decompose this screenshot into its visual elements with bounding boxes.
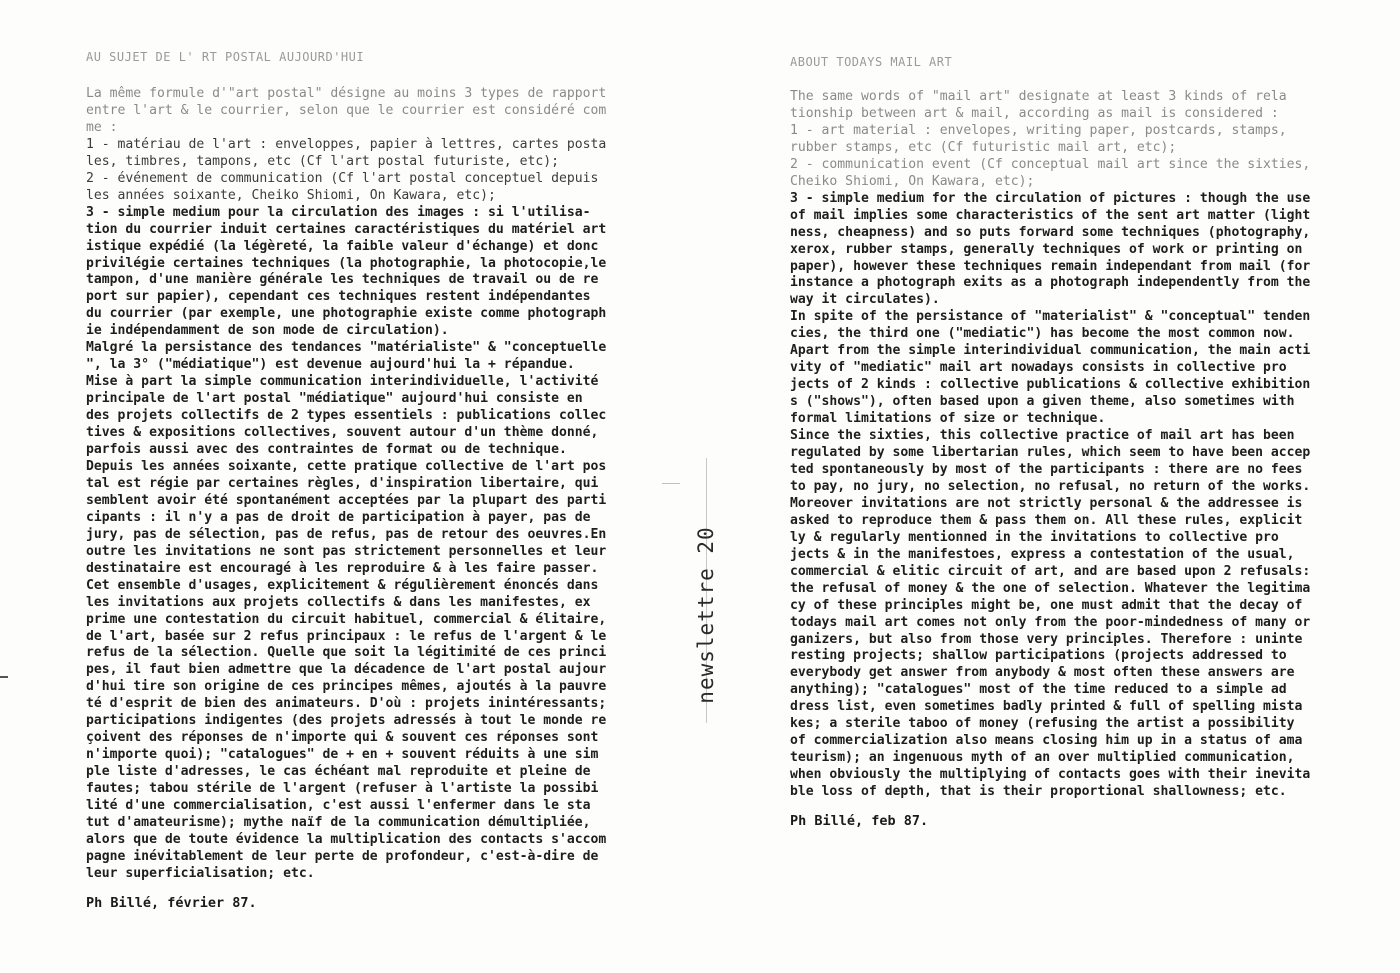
text-line: Cet ensemble d'usages, explicitement & régulièrement énoncés dans — [86, 577, 599, 593]
text-line: 3 - simple medium for the circulation of pictures : though the use — [790, 190, 1311, 206]
french-body — [86, 86, 666, 883]
english-column — [790, 55, 1375, 829]
text-line: ble loss of depth, that is their proportional shallowness; etc. — [790, 784, 1287, 800]
french-signature: Ph Billé, février 87. — [86, 894, 257, 911]
text-line: parfois aussi avec des contraintes de format ou de technique. — [86, 442, 567, 458]
text-line: La même formule d'"art postal" désigne au moins 3 types de rapport — [86, 86, 607, 101]
text-line: Depuis les années soixante, cette pratique collective de l'art pos — [86, 458, 607, 474]
text-line: asked to reproduce them & pass them on. All these rules, explicit — [790, 512, 1303, 528]
text-line: istique expédié (la légèreté, la faible valeur d'échange) et donc — [86, 238, 599, 254]
english-heading: ABOUT TODAYS MAIL ART — [790, 55, 953, 69]
text-line: port sur papier), cependant ces techniques restent indépendantes — [86, 289, 591, 305]
text-line: tives & expositions collectives, souvent autour d'un thème donné, — [86, 425, 599, 441]
text-line: regulated by some libertarian rules, which seem to have been accep — [790, 445, 1311, 461]
text-line: pes, il faut bien admettre que la décadence de l'art postal aujour — [86, 662, 607, 678]
text-line: In spite of the persistance of "materialist" & "conceptual" tenden — [790, 309, 1311, 325]
text-line: les invitations aux projets collectifs & dans les manifestes, ex — [86, 594, 591, 610]
text-line: when obviously the multiplying of contacts goes with their inevita — [790, 767, 1311, 783]
french-column — [86, 50, 666, 911]
text-line: té d'esprit de bien des animateurs. D'où : projets inintéressants; — [86, 696, 607, 712]
text-line: ganizers, but also from those very principles. Therefore : uninte — [790, 631, 1303, 647]
text-line: tion du courrier induit certaines caractéristiques du matériel art — [86, 221, 607, 237]
text-line: Malgré la persistance des tendances "matérialiste" & "conceptuelle — [86, 340, 607, 356]
text-line: jects & in the manifestoes, express a contestation of the usual, — [790, 546, 1295, 562]
text-line: ple liste d'adresses, le cas échéant mal reproduite et pleine de — [86, 764, 591, 780]
text-line: Cheiko Shiomi, On Kawara, etc); — [790, 173, 1035, 189]
text-line: teurism); an ingenuous myth of an over multiplied communication, — [790, 750, 1295, 766]
text-line: 1 - matériau de l'art : enveloppes, papier à lettres, cartes posta — [86, 136, 607, 152]
text-line: entre l'art & le courrier, selon que le courrier est considéré com — [86, 102, 607, 118]
text-line: cipants : il n'y a pas de droit de participation à payer, pas de — [86, 509, 591, 525]
text-line: çoivent des réponses de n'importe qui & souvent ces réponses sont — [86, 730, 599, 746]
text-line: tut d'amateurisme); mythe naïf de la communication démultipliée, — [86, 814, 591, 830]
text-line: 2 - communication event (Cf conceptual mail art since the sixties, — [790, 156, 1311, 172]
text-line: n'importe quoi); "catalogues" de + en + souvent réduits à une sim — [86, 747, 599, 763]
text-line: resting projects; shallow participations (projects addressed to — [790, 648, 1287, 664]
text-line: refus de la sélection. Quelle que soit la légitimité de ces princi — [86, 645, 607, 661]
text-line: prime une contestation du circuit habituel, commercial & élitaire, — [86, 611, 607, 627]
text-line: todays mail art comes not only from the poor-mindedness of many or — [790, 614, 1311, 630]
margin-mark — [0, 676, 8, 678]
text-line: instance a photograph exits as a photograph independently from the — [790, 275, 1311, 291]
text-line: commercial & elitic circuit of art, and are based upon 2 refusals: — [790, 563, 1311, 579]
text-line: to pay, no jury, no selection, no refusal, no return of the works. — [790, 478, 1311, 494]
text-line: everybody get answer from anybody & most often these answers are — [790, 665, 1295, 681]
text-line: The same words of "mail art" designate at least 3 kinds of rela — [790, 89, 1287, 104]
text-line: tampon, d'une manière générale les techniques de travail ou de re — [86, 272, 599, 288]
text-line: of mail implies some characteristics of the sent art matter (light — [790, 207, 1311, 223]
text-line: du courrier (par exemple, une photographie existe comme photograph — [86, 306, 607, 322]
text-line: ly & regularly mentionned in the invitations to collective pro — [790, 529, 1279, 545]
text-line: pagne inévitablement de leur perte de profondeur, c'est-à-dire de — [86, 848, 599, 864]
text-line: leur superficialisation; etc. — [86, 865, 315, 881]
text-line: destinataire est encouragé à les reproduire & à les faire passer. — [86, 560, 599, 576]
text-line: 3 - simple medium pour la circulation des images : si l'utilisa- — [86, 204, 591, 220]
text-line: the refusal of money & the one of selection. Whatever the legitima — [790, 580, 1311, 596]
fold-tick-mark — [662, 483, 680, 484]
text-line: 1 - art material : envelopes, writing paper, postcards, stamps, — [790, 122, 1287, 138]
text-line: jects of 2 kinds : collective publications & collective exhibition — [790, 377, 1311, 393]
text-line: cies, the third one ("mediatic") has become the most common now. — [790, 326, 1295, 342]
english-body — [790, 89, 1375, 801]
text-line: les années soixante, Cheiko Shiomi, On Kawara, etc); — [86, 187, 496, 203]
text-line: ", la 3° ("médiatique") est devenue aujourd'hui la + répandue. — [86, 357, 575, 373]
text-line: les, timbres, tampons, etc (Cf l'art postal futuriste, etc); — [86, 153, 559, 169]
newsletter-spine-title: newslettre 20 — [694, 526, 718, 704]
text-line: of commercialization also means closing him up in a status of ama — [790, 733, 1303, 749]
text-line: ie indépendamment de son mode de circulation). — [86, 323, 449, 339]
text-line: lité d'une commercialisation, c'est aussi l'enfermer dans le sta — [86, 798, 591, 814]
text-line: principale de l'art postal "médiatique" aujourd'hui consiste en — [86, 391, 583, 407]
text-line: jury, pas de sélection, pas de refus, pas de retour des oeuvres.En — [86, 526, 607, 542]
text-line: Moreover invitations are not strictly personal & the addressee is — [790, 495, 1303, 511]
text-line: s ("shows"), often based upon a given theme, also sometimes with — [790, 394, 1295, 410]
text-line: d'hui tire son origine de ces principes mêmes, ajoutés à la pauvre — [86, 679, 607, 695]
text-line: me : — [86, 119, 118, 135]
text-line: alors que de toute évidence la multiplication des contacts s'accom — [86, 831, 607, 847]
text-line: Since the sixties, this collective practice of mail art has been — [790, 428, 1295, 444]
text-line: outre les invitations ne sont pas strictement personnelles et leur — [86, 543, 607, 559]
text-line: cy of these principles might be, one must admit that the decay of — [790, 597, 1303, 613]
text-line: de l'art, basée sur 2 refus principaux : le refus de l'argent & le — [86, 628, 607, 644]
text-line: vity of "mediatic" mail art nowadays consists in collective pro — [790, 360, 1287, 376]
text-line: kes; a sterile taboo of money (refusing the artist a possibility — [790, 716, 1295, 732]
text-line: fautes; tabou stérile de l'argent (refuser à l'artiste la possibi — [86, 781, 599, 797]
text-line: participations indigentes (des projets adressés à tout le monde re — [86, 713, 607, 729]
text-line: Mise à part la simple communication interindividuelle, l'activité — [86, 374, 599, 390]
text-line: formal limitations of size or technique. — [790, 411, 1106, 427]
english-signature: Ph Billé, feb 87. — [790, 813, 929, 830]
text-line: dress list, even sometimes badly printed & full of spelling mista — [790, 699, 1303, 715]
text-line: tal est régie par certaines règles, d'inspiration libertaire, qui — [86, 475, 599, 491]
text-line: ted spontaneously by most of the participants : there are no fees — [790, 461, 1303, 477]
text-line: des projets collectifs de 2 types essentiels : publications collec — [86, 408, 607, 424]
text-line: paper), however these techniques remain independant from mail (for — [790, 258, 1311, 274]
text-line: Apart from the simple interindividual communication, the main acti — [790, 343, 1311, 359]
french-heading: AU SUJET DE L' RT POSTAL AUJOURD'HUI — [86, 50, 365, 64]
text-line: rubber stamps, etc (Cf futuristic mail art, etc); — [790, 139, 1177, 155]
text-line: 2 - événement de communication (Cf l'art postal conceptuel depuis — [86, 170, 599, 186]
text-line: ness, cheapness) and so puts forward some techniques (photography, — [790, 224, 1311, 240]
text-line: xerox, rubber stamps, generally techniques of work or printing on — [790, 241, 1303, 257]
text-line: semblent avoir été spontanément acceptées par la plupart des parti — [86, 492, 607, 508]
text-line: anything); "catalogues" most of the time reduced to a simple ad — [790, 682, 1287, 698]
text-line: privilégie certaines techniques (la photographie, la photocopie,le — [86, 255, 607, 271]
text-line: tionship between art & mail, according as mail is considered : — [790, 105, 1279, 121]
text-line: way it circulates). — [790, 292, 940, 308]
